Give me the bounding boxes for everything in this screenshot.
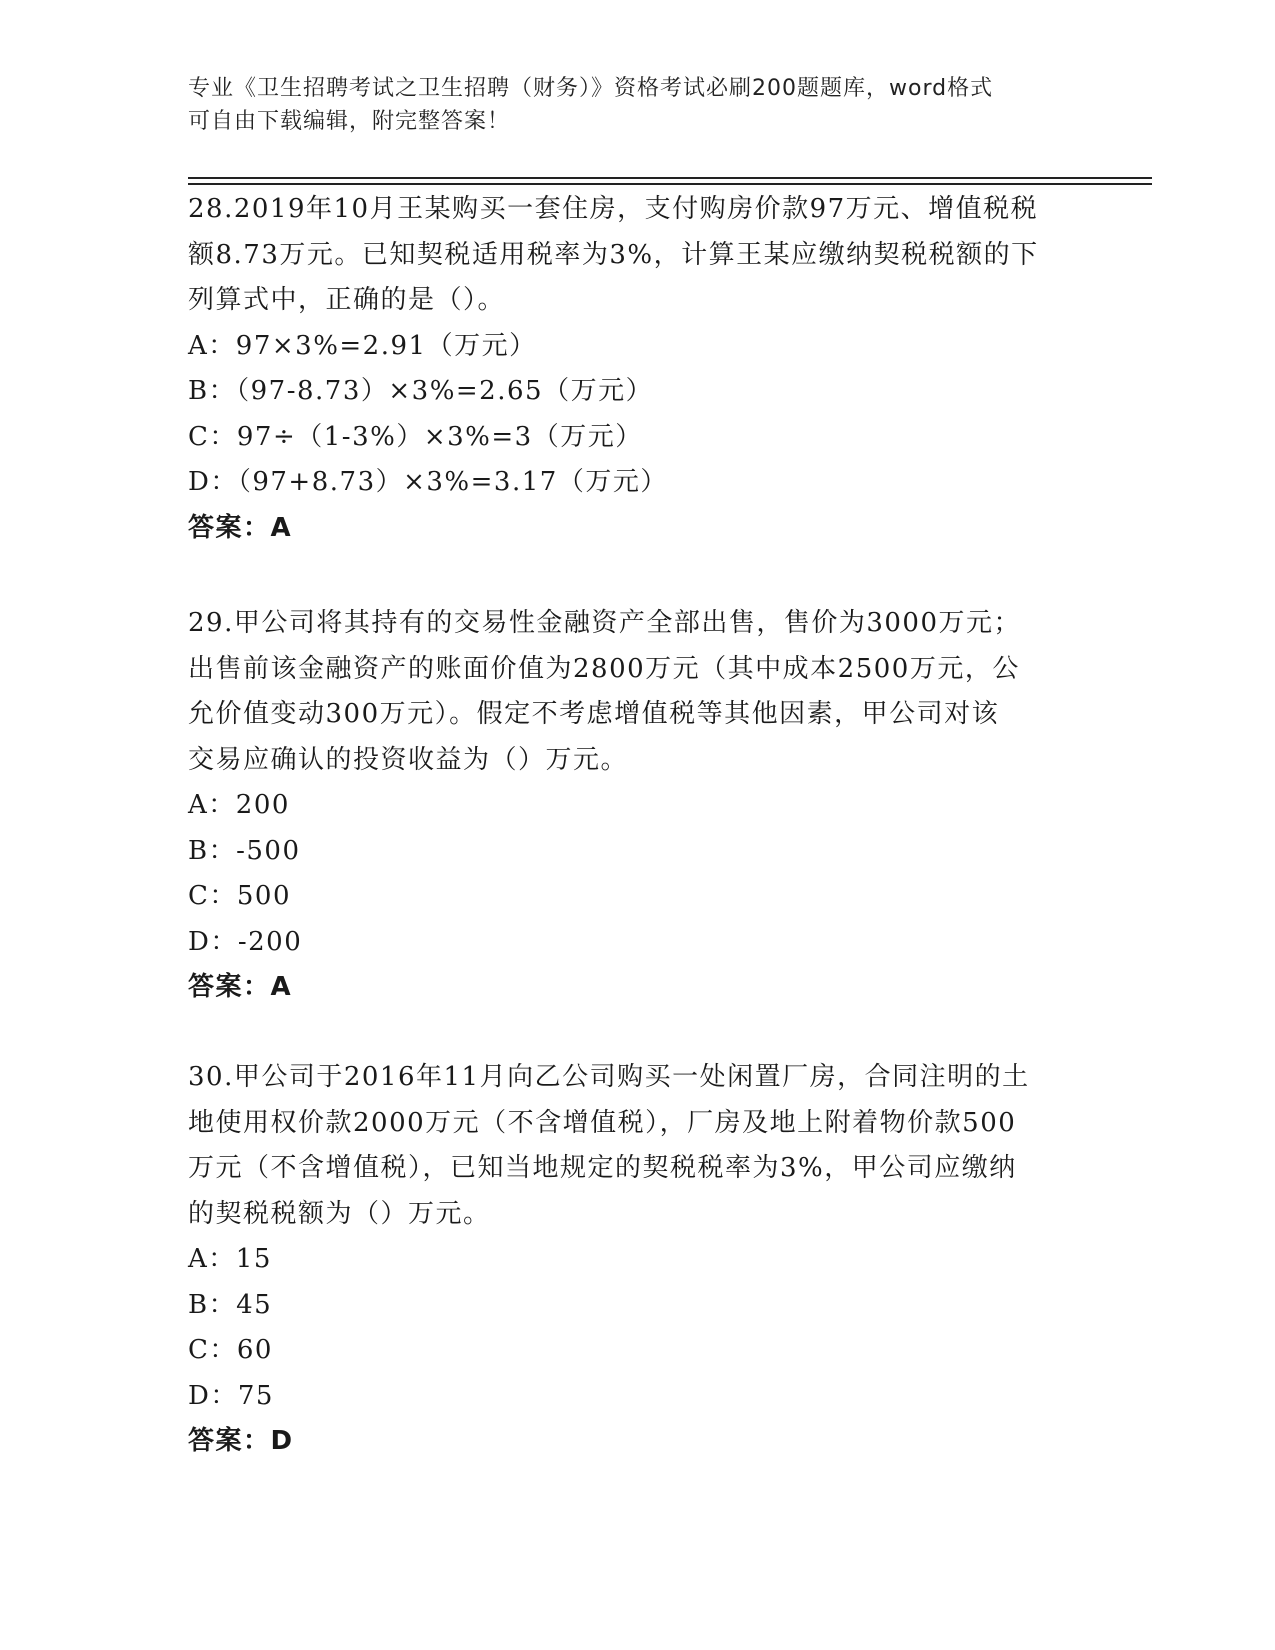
question-block	[188, 187, 1088, 551]
question-text-line: 地使用权价款2000万元（不含增值税），厂房及地上附着物价款500	[188, 1107, 1017, 1138]
question-text-line: 29.甲公司将其持有的交易性金融资产全部出售，售价为3000万元；	[188, 608, 1022, 638]
question-text-line: 的契税税额为（）万元。	[188, 1198, 491, 1229]
option-d: D：-200	[188, 926, 303, 957]
option-c: C：60	[188, 1335, 273, 1365]
header-divider-top	[188, 177, 1152, 179]
question-text-line: 30.甲公司于2016年11月向乙公司购买一处闲置厂房，合同注明的土	[188, 1062, 1030, 1092]
question-text-line: 列算式中，正确的是（）。	[188, 285, 506, 315]
question-text-line: 额8.73万元。已知契税适用税率为3%，计算王某应缴纳契税税额的下	[188, 239, 1039, 270]
option-d: D：（97+8.73）×3%=3.17（万元）	[188, 467, 668, 497]
question-text-line: 28.2019年10月王某购买一套住房，支付购房价款97万元、增值税税	[188, 194, 1039, 224]
document-header	[188, 72, 1068, 138]
header-line-2: 可自由下载编辑，附完整答案！	[188, 109, 511, 134]
question-block	[188, 601, 1088, 1011]
question-text-line: 万元（不含增值税），已知当地规定的契税税率为3%，甲公司应缴纳	[188, 1153, 1017, 1183]
option-a: A：15	[188, 1244, 272, 1274]
option-d: D：75	[188, 1380, 274, 1411]
question-text-line: 允价值变动300万元）。假定不考虑增值税等其他因素，甲公司对该	[188, 699, 1000, 729]
answer-line: 答案：D	[188, 1426, 294, 1456]
question-block	[188, 1055, 1088, 1465]
answer-line: 答案：A	[188, 972, 293, 1002]
option-c: C：97÷（1-3%）×3%=3（万元）	[188, 421, 643, 452]
option-a: A：200	[188, 790, 290, 820]
option-b: B：（97-8.73）×3%=2.65（万元）	[188, 376, 654, 406]
question-text-line: 出售前该金融资产的账面价值为2800万元（其中成本2500万元，公	[188, 653, 1020, 684]
option-b: B：-500	[188, 835, 301, 866]
option-a: A：97×3%=2.91（万元）	[188, 330, 537, 361]
option-c: C：500	[188, 881, 292, 911]
option-b: B：45	[188, 1289, 273, 1320]
question-text-line: 交易应确认的投资收益为（）万元。	[188, 744, 629, 775]
header-divider-bottom	[188, 183, 1152, 185]
answer-line: 答案：A	[188, 512, 293, 543]
header-line-1: 专业《卫生招聘考试之卫生招聘（财务）》资格考试必刷200题题库，word格式	[188, 76, 994, 101]
